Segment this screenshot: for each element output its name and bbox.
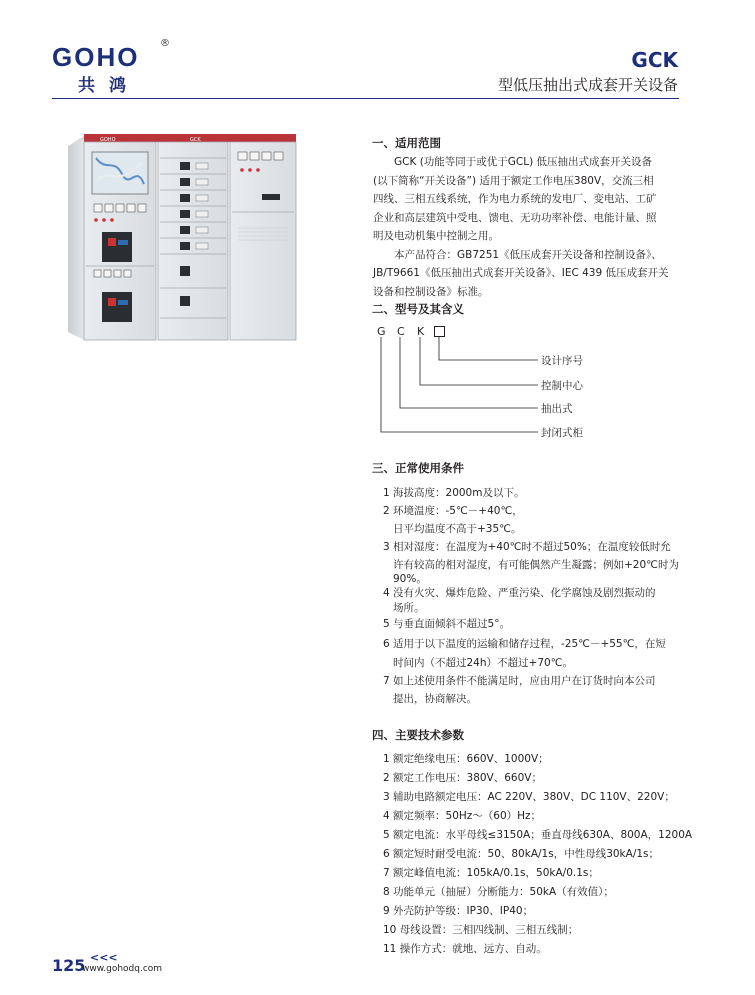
section1-line: 本产品符合：GB7251《低压成套开关设备和控制设备》、 [394,248,662,261]
panel-label-left: GOHO [100,137,116,143]
condition-item: 场所。 [393,602,425,614]
section1-body [373,153,688,301]
section1-line: 明及电动机集中控制之用。 [373,230,499,242]
model-code-diagram-lines [370,335,540,435]
condition-item: 提出，协商解决。 [393,693,477,705]
label-enclosed-cabinet: 封闭式柜 [541,427,583,439]
footer-url[interactable]: www.gohodq.com [82,964,163,974]
condition-item: 1 海拔高度：2000m及以下。 [383,487,525,499]
code-letter-c: C [397,325,405,338]
parameter-item: 10 母线设置：三相四线制、三相五线制； [383,924,579,936]
section4-title: 四、主要技术参数 [372,728,464,742]
parameter-item: 3 辅助电路额定电压：AC 220V、380V、DC 110V、220V； [383,791,675,803]
label-draw-out: 抽出式 [541,403,573,415]
page-number: 125 [52,956,86,975]
condition-item: 6 适用于以下温度的运输和储存过程，-25℃－+55℃，在短 [383,638,666,650]
section1-line: 四线、三相五线系统，作为电力系统的发电厂、变电站、工矿 [373,193,657,205]
logo-text: GOHO [52,42,140,72]
footer-arrows: <<< [90,951,118,964]
section2-title: 二、型号及其含义 [372,302,464,316]
panel-label-mid: GCK [190,137,201,143]
condition-item: 5 与垂直面倾斜不超过5°。 [383,618,510,630]
label-control-center: 控制中心 [541,380,583,392]
page-subtitle: 型低压抽出式成套开关设备 [497,76,678,94]
section1-line: GCK (功能等同于或优于GCL) 低压抽出式成套开关设备 [394,156,653,168]
parameter-item: 11 操作方式：就地、远方、自动。 [383,943,547,955]
condition-item: 2 环境温度：-5℃－+40℃， [383,505,523,517]
model-code: GCK [631,48,678,72]
parameter-item: 8 功能单元（抽屉）分断能力：50kA（有效值）； [383,886,614,898]
section1-line: 设备和控制设备》标准。 [373,285,489,298]
condition-item: 4 没有火灾、爆炸危险、严重污染、化学腐蚀及剧烈振动的 [383,587,656,599]
condition-item: 3 相对湿度：在温度为+40℃时不超过50%；在温度较低时允 [383,541,671,553]
condition-item: 90%。 [393,573,427,585]
logo-chinese: 共鸿 [78,76,140,96]
section1-line: JB/T9661《低压抽出式成套开关设备》、IEC 439 低压成套开关 [373,267,669,279]
section1-line: (以下简称“开关设备”) 适用于额定工作电压380V，交流三相 [373,174,654,187]
parameter-item: 5 额定电流：水平母线≤3150A；垂直母线630A、800A，1200A [383,829,693,841]
header-divider [52,98,679,99]
switchgear-cabinet-image [62,128,302,343]
parameter-item: 6 额定短时耐受电流：50、80kA/1s，中性母线30kA/1s； [383,848,660,860]
parameter-item: 1 额定绝缘电压：660V、1000V； [383,753,549,765]
code-letter-k: K [417,325,425,338]
parameter-item: 7 额定峰值电流：105kA/0.1s，50kA/0.1s； [383,867,599,879]
label-design-serial: 设计序号 [541,355,583,367]
section3-title: 三、正常使用条件 [372,461,464,475]
condition-item: 时间内（不超过24h）不超过+70℃。 [393,657,573,669]
section1-title: 一、适用范围 [372,136,441,150]
condition-item: 日平均温度不高于+35℃。 [393,523,522,535]
parameter-item: 2 额定工作电压：380V、660V； [383,772,542,784]
registered-mark: ® [160,38,170,49]
parameter-item: 9 外壳防护等级：IP30、IP40； [383,905,534,917]
parameter-item: 4 额定频率：50Hz～（60）Hz； [383,810,542,822]
section1-line: 企业和高层建筑中受电、馈电、无功功率补偿、电能计量、照 [373,211,657,224]
condition-item: 7 如上述使用条件不能满足时，应由用户在订货时向本公司 [383,675,656,687]
condition-item: 许有较高的相对湿度，有可能偶然产生凝露；例如+20℃时为 [393,559,679,571]
code-letter-g: G [377,325,386,338]
